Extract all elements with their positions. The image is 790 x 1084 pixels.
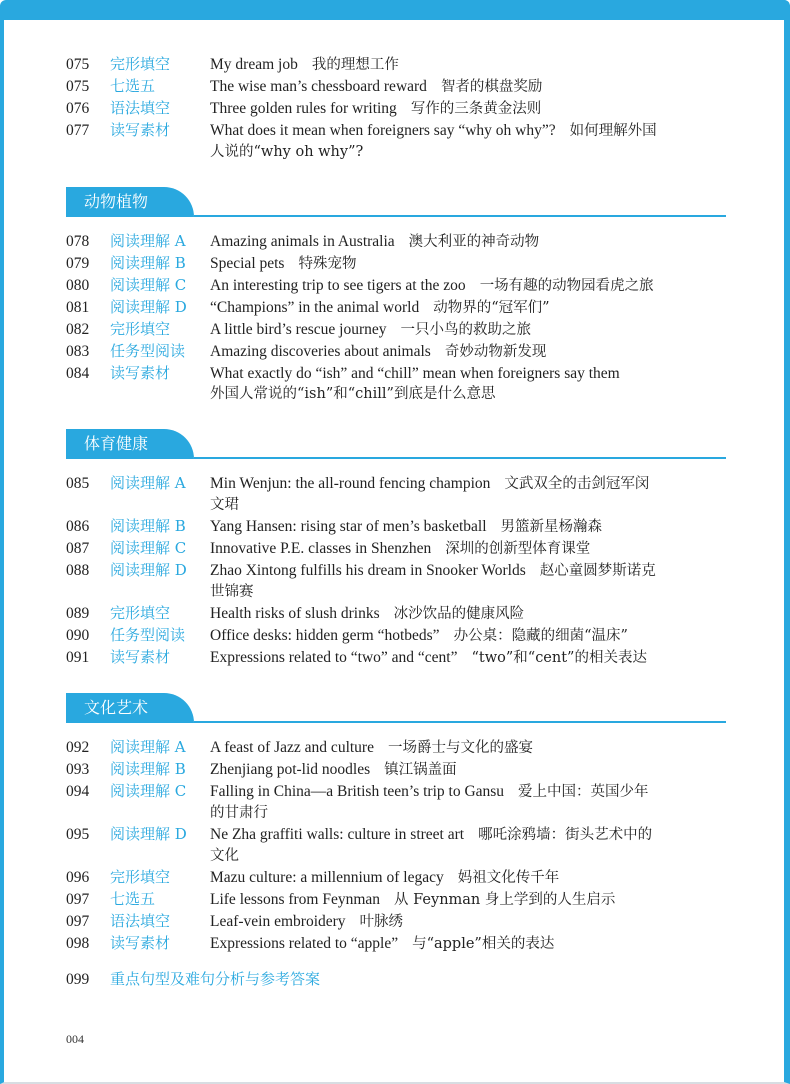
entry-title-cn-continued: 文化 xyxy=(210,848,239,864)
entry-title xyxy=(210,253,726,275)
entry-title-en: Health risks of slush drinks xyxy=(210,605,380,622)
entry-page-number: 092 xyxy=(66,739,90,756)
entry-title-cn: “two”和“cent”的相关表达 xyxy=(471,650,647,666)
section-heading: 文化艺术 xyxy=(66,693,194,723)
entry-title xyxy=(210,759,726,781)
entry-title-cn-continued: 文珺 xyxy=(210,497,239,513)
entry-title xyxy=(210,231,726,253)
entry-title xyxy=(210,275,726,297)
entry-category: 完形填空 xyxy=(110,868,171,886)
entry-title-cn: 如何理解外国 xyxy=(569,123,657,139)
entry-page-number: 095 xyxy=(66,826,90,843)
entry-title-cn: 叶脉绣 xyxy=(359,914,404,930)
toc-entry[interactable] xyxy=(66,275,726,297)
toc-entry[interactable] xyxy=(66,737,726,759)
entry-title-cn: 哪吒涂鸦墙：街头艺术中的 xyxy=(478,827,653,843)
entry-category: 任务型阅读 xyxy=(110,626,186,644)
section-header xyxy=(66,429,726,459)
entry-title-en: Amazing discoveries about animals xyxy=(210,343,431,360)
entry-page-number: 084 xyxy=(66,365,90,382)
entry-title-cn-continued: 人说的“why oh why”? xyxy=(210,144,364,160)
entry-page-number: 085 xyxy=(66,475,90,492)
section-header xyxy=(66,693,726,723)
entry-title-cn: 奇妙动物新发现 xyxy=(444,344,547,360)
section-divider xyxy=(194,721,726,723)
entry-title-en: Expressions related to “apple” xyxy=(210,935,399,952)
entry-category: 阅读理解 B xyxy=(110,517,186,535)
toc-entry[interactable] xyxy=(66,625,726,647)
entry-page-number: 075 xyxy=(66,78,90,95)
entry-title xyxy=(210,647,726,669)
entry-category: 完形填空 xyxy=(110,55,171,73)
entry-title xyxy=(210,933,726,955)
entry-category: 读写素材 xyxy=(110,121,171,139)
entry-title xyxy=(210,363,726,405)
entry-page-number: 093 xyxy=(66,761,90,778)
page-number: 004 xyxy=(66,1032,84,1046)
entry-title-cn: 特殊宠物 xyxy=(298,256,357,272)
toc-section xyxy=(66,54,726,163)
entry-title xyxy=(210,911,726,933)
entry-page-number: 090 xyxy=(66,627,90,644)
toc-entry[interactable] xyxy=(66,120,726,163)
entry-title xyxy=(210,737,726,759)
toc-entry[interactable] xyxy=(66,824,726,867)
entry-category: 七选五 xyxy=(110,890,156,908)
entry-category: 阅读理解 C xyxy=(110,782,187,800)
entry-page-number: 097 xyxy=(66,913,90,930)
entry-title xyxy=(210,473,726,516)
entry-title-cn: 冰沙饮品的健康风险 xyxy=(393,606,525,622)
entry-title-cn: 从 Feynman 身上学到的人生启示 xyxy=(394,892,616,908)
entry-page-number: 083 xyxy=(66,343,90,360)
entry-title-en: Three golden rules for writing xyxy=(210,100,397,117)
toc-entry[interactable] xyxy=(66,911,726,933)
entry-page-number: 089 xyxy=(66,605,90,622)
entry-title xyxy=(210,54,726,76)
entry-page-number: 076 xyxy=(66,100,90,117)
entry-title-cn: 一场爵士与文化的盛宴 xyxy=(387,740,533,756)
entry-category: 阅读理解 A xyxy=(110,738,186,756)
toc-entry[interactable] xyxy=(66,98,726,120)
entry-page-number: 087 xyxy=(66,540,90,557)
entry-title-en: Office desks: hidden germ “hotbeds” xyxy=(210,627,440,644)
toc-entry[interactable] xyxy=(66,867,726,889)
entry-title-en: Amazing animals in Australia xyxy=(210,233,395,250)
table-of-contents xyxy=(66,54,726,990)
toc-section xyxy=(66,737,726,955)
toc-entry[interactable] xyxy=(66,516,726,538)
entry-title-cn: 智者的棋盘奖励 xyxy=(440,79,543,95)
entry-title-en: “Champions” in the animal world xyxy=(210,299,420,316)
entry-category: 完形填空 xyxy=(110,604,171,622)
entry-title xyxy=(210,625,726,647)
entry-page-number: 082 xyxy=(66,321,90,338)
entry-title-cn: 赵心童圆梦斯诺克 xyxy=(539,563,656,579)
section-heading: 体育健康 xyxy=(66,429,194,459)
section-divider xyxy=(194,457,726,459)
entry-title xyxy=(210,889,726,911)
entry-category: 读写素材 xyxy=(110,648,171,666)
entry-category: 任务型阅读 xyxy=(110,342,186,360)
entry-category: 阅读理解 C xyxy=(110,276,187,294)
entry-page-number: 077 xyxy=(66,122,90,139)
entry-title-en: An interesting trip to see tigers at the zoo xyxy=(210,277,466,294)
entry-title-cn: 镇江锅盖面 xyxy=(384,762,457,778)
entry-page-number: 091 xyxy=(66,649,90,666)
entry-title-cn: 一场有趣的动物园看虎之旅 xyxy=(479,278,654,294)
entry-category: 阅读理解 C xyxy=(110,539,187,557)
entry-title-en: Life lessons from Feynman xyxy=(210,891,381,908)
toc-entry[interactable] xyxy=(66,759,726,781)
entry-title-en: A feast of Jazz and culture xyxy=(210,739,374,756)
entry-page-number: 086 xyxy=(66,518,90,535)
entry-category: 读写素材 xyxy=(110,364,171,382)
toc-entry[interactable] xyxy=(66,889,726,911)
toc-entry[interactable] xyxy=(66,341,726,363)
entry-category: 阅读理解 B xyxy=(110,760,186,778)
entry-title-en: The wise man’s chessboard reward xyxy=(210,78,427,95)
entry-title-en: Yang Hansen: rising star of men’s basketball xyxy=(210,518,487,535)
entry-title xyxy=(210,538,726,560)
toc-entry[interactable] xyxy=(66,473,726,516)
entry-title-cn: 与“apple”相关的表达 xyxy=(412,936,555,952)
entry-title-en: Innovative P.E. classes in Shenzhen xyxy=(210,540,432,557)
entry-page-number: 079 xyxy=(66,255,90,272)
entry-title-cn: 文武双全的击剑冠军闵 xyxy=(504,476,650,492)
entry-category: 阅读理解 A xyxy=(110,232,186,250)
entry-title-en: A little bird’s rescue journey xyxy=(210,321,387,338)
toc-entry[interactable] xyxy=(66,253,726,275)
section-divider xyxy=(194,215,726,217)
entry-title-en: Special pets xyxy=(210,255,285,272)
toc-section xyxy=(66,231,726,405)
section-heading: 动物植物 xyxy=(66,187,194,217)
entry-category: 七选五 xyxy=(110,77,156,95)
section-header xyxy=(66,187,726,217)
entry-title-cn-continued: 的甘肃行 xyxy=(210,805,268,821)
entry-category: 读写素材 xyxy=(110,934,171,952)
entry-title-cn: 男篮新星杨瀚森 xyxy=(500,519,603,535)
entry-category: 语法填空 xyxy=(110,912,171,930)
toc-entry[interactable] xyxy=(66,538,726,560)
toc-entry[interactable] xyxy=(66,933,726,955)
entry-title-en: Zhao Xintong fulfills his dream in Snooker Worlds xyxy=(210,562,526,579)
entry-page-number: 081 xyxy=(66,299,90,316)
entry-title xyxy=(210,76,726,98)
entry-page-number: 098 xyxy=(66,935,90,952)
toc-entry[interactable] xyxy=(66,54,726,76)
toc-entry[interactable] xyxy=(66,560,726,603)
entry-page-number: 096 xyxy=(66,869,90,886)
entry-page-number: 078 xyxy=(66,233,90,250)
entry-title xyxy=(210,603,726,625)
entry-category: 阅读理解 D xyxy=(110,298,187,316)
toc-section xyxy=(66,473,726,669)
entry-title-cn: 一只小鸟的救助之旅 xyxy=(400,322,531,338)
toc-entry[interactable] xyxy=(66,363,726,405)
entry-title-en: Mazu culture: a millennium of legacy xyxy=(210,869,444,886)
entry-title xyxy=(210,867,726,889)
entry-category: 阅读理解 B xyxy=(110,254,186,272)
entry-title-cn: 我的理想工作 xyxy=(311,57,399,73)
entry-category: 完形填空 xyxy=(110,320,171,338)
entry-title xyxy=(210,560,726,603)
entry-title xyxy=(210,341,726,363)
toc-entry[interactable] xyxy=(66,603,726,625)
entry-page-number: 088 xyxy=(66,562,90,579)
entry-title-cn-continued: 外国人常说的“ish”和“chill”到底是什么意思 xyxy=(210,386,496,402)
answers-title: 重点句型及难句分析与参考答案 xyxy=(110,970,321,988)
entry-title-cn: 澳大利亚的神奇动物 xyxy=(408,234,540,250)
entry-title-en: Ne Zha graffiti walls: culture in street art xyxy=(210,826,465,843)
entry-category: 语法填空 xyxy=(110,99,171,117)
entry-page-number: 075 xyxy=(66,56,90,73)
entry-title xyxy=(210,516,726,538)
entry-title-cn: 动物界的“冠军们” xyxy=(433,300,550,316)
entry-title-en: Leaf-vein embroidery xyxy=(210,913,346,930)
entry-title-en: What exactly do “ish” and “chill” mean when foreigners say them xyxy=(210,365,620,382)
entry-title-en: What does it mean when foreigners say “why oh why”? xyxy=(210,122,556,139)
toc-entry[interactable] xyxy=(66,319,726,341)
toc-entry[interactable] xyxy=(66,781,726,824)
entry-page-number: 094 xyxy=(66,783,90,800)
entry-title-cn: 爱上中国：英国少年 xyxy=(518,784,649,800)
entry-category: 阅读理解 A xyxy=(110,474,186,492)
entry-title-cn-continued: 世锦赛 xyxy=(210,584,254,600)
entry-title xyxy=(210,824,726,867)
entry-title-en: Expressions related to “two” and “cent” xyxy=(210,649,458,666)
entry-title xyxy=(210,781,726,824)
entry-page-number: 097 xyxy=(66,891,90,908)
entry-page-number: 080 xyxy=(66,277,90,294)
entry-category: 阅读理解 D xyxy=(110,561,187,579)
entry-title xyxy=(210,297,726,319)
entry-title-en: My dream job xyxy=(210,56,298,73)
entry-page-number: 099 xyxy=(66,971,90,988)
entry-title-cn: 妈祖文化传千年 xyxy=(457,870,560,886)
entry-title xyxy=(210,319,726,341)
entry-title xyxy=(210,98,726,120)
entry-title-en: Min Wenjun: the all-round fencing champion xyxy=(210,475,491,492)
answers-entry[interactable] xyxy=(66,969,726,990)
entry-title-en: Falling in China—a British teen’s trip to Gansu xyxy=(210,783,505,800)
entry-title xyxy=(210,120,726,163)
entry-title-cn: 写作的三条黄金法则 xyxy=(410,101,542,117)
entry-title-cn: 办公桌：隐藏的细菌“温床” xyxy=(453,628,628,644)
toc-entry[interactable] xyxy=(66,647,726,669)
toc-entry[interactable] xyxy=(66,231,726,253)
toc-entry[interactable] xyxy=(66,297,726,319)
toc-entry[interactable] xyxy=(66,76,726,98)
entry-title-cn: 深圳的创新型体育课堂 xyxy=(445,541,591,557)
entry-category: 阅读理解 D xyxy=(110,825,187,843)
entry-title-en: Zhenjiang pot-lid noodles xyxy=(210,761,371,778)
